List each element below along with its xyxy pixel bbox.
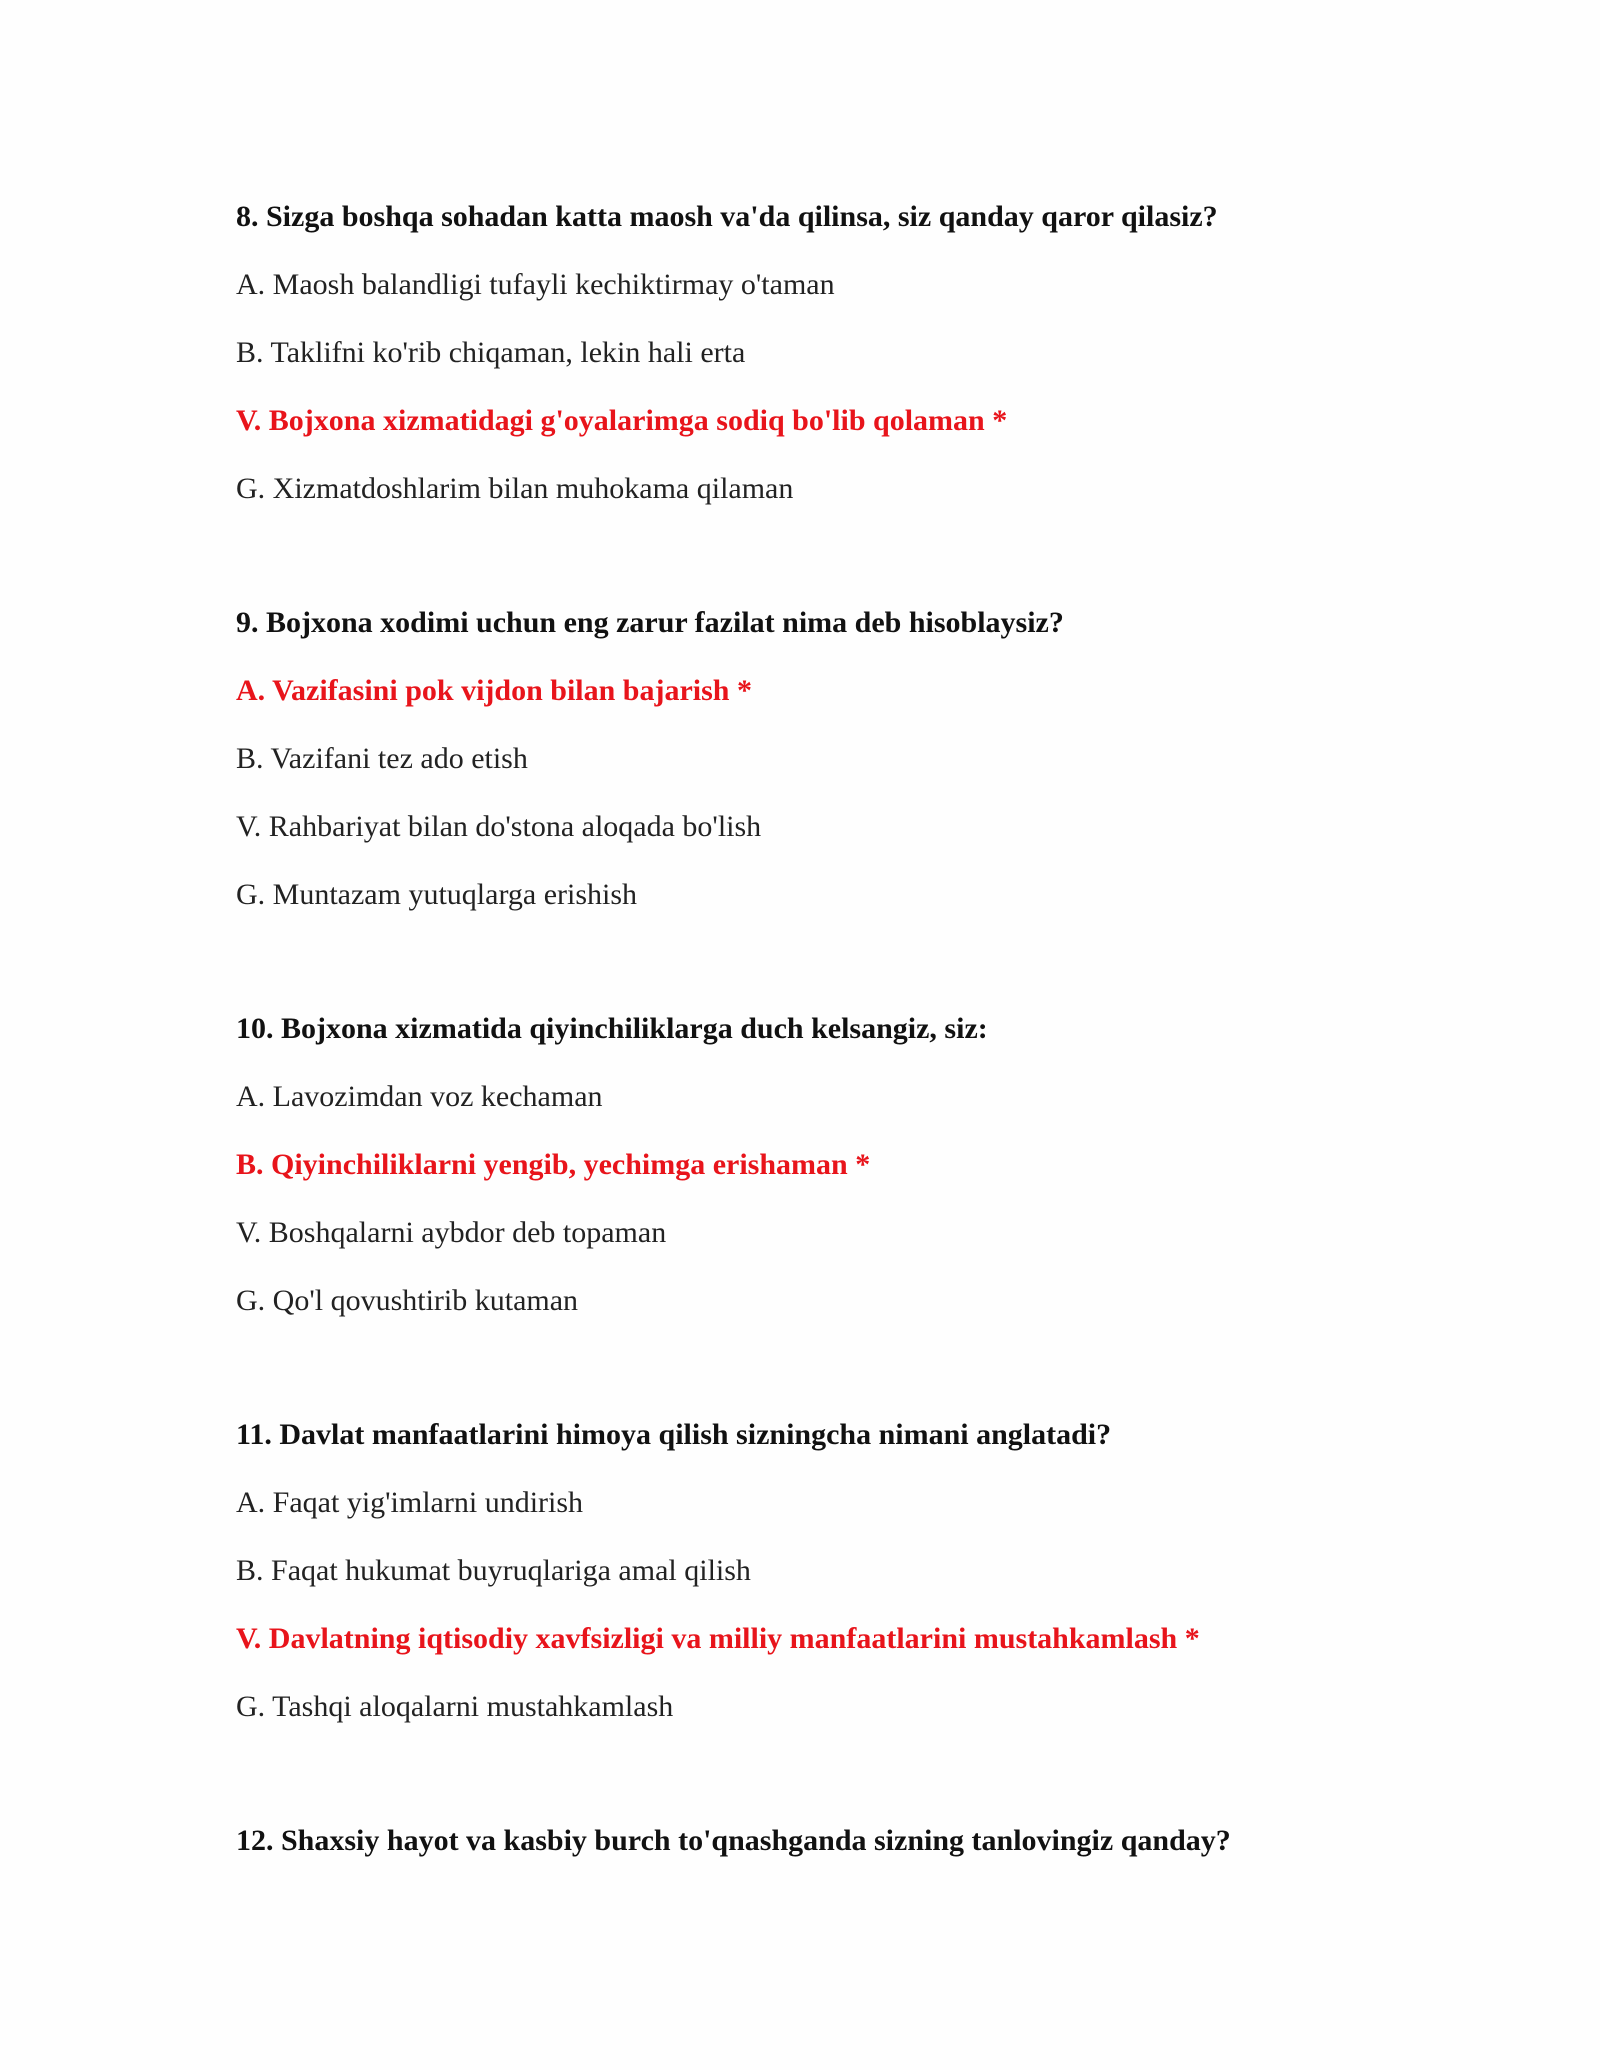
answer-option: B. Faqat hukumat buyruqlariga amal qilish	[236, 1554, 751, 1587]
question-text: 12. Shaxsiy hayot va kasbiy burch to'qnashganda sizning tanlovingiz qanday?	[236, 1824, 1231, 1857]
answer-option: A. Maosh balandligi tufayli kechiktirmay o'taman	[236, 268, 835, 301]
answer-option: G. Tashqi aloqalarni mustahkamlash	[236, 1690, 674, 1723]
question-block	[236, 1401, 1436, 1741]
answer-option: B. Taklifni ko'rib chiqaman, lekin hali erta	[236, 336, 746, 369]
question-block	[236, 183, 1436, 523]
question-list	[236, 183, 1436, 1875]
correct-answer-option: A. Vazifasini pok vijdon bilan bajarish *	[236, 674, 752, 707]
answer-option: V. Boshqalarni aybdor deb topaman	[236, 1216, 667, 1249]
question-text: 10. Bojxona xizmatida qiyinchiliklarga duch kelsangiz, siz:	[236, 1012, 988, 1045]
answer-option: G. Muntazam yutuqlarga erishish	[236, 878, 638, 911]
question-block	[236, 995, 1436, 1335]
question-text: 8. Sizga boshqa sohadan katta maosh va'da qilinsa, siz qanday qaror qilasiz?	[236, 200, 1218, 233]
question-block	[236, 1807, 1436, 1875]
correct-answer-option: B. Qiyinchiliklarni yengib, yechimga erishaman *	[236, 1148, 871, 1181]
answer-option: V. Rahbariyat bilan do'stona aloqada bo'lish	[236, 810, 762, 843]
correct-answer-option: V. Bojxona xizmatidagi g'oyalarimga sodiq bo'lib qolaman *	[236, 404, 1008, 437]
answer-option: A. Faqat yig'imlarni undirish	[236, 1486, 584, 1519]
question-text: 9. Bojxona xodimi uchun eng zarur fazilat nima deb hisoblaysiz?	[236, 606, 1064, 639]
question-block	[236, 589, 1436, 929]
answer-option: G. Xizmatdoshlarim bilan muhokama qilaman	[236, 472, 794, 505]
answer-option: A. Lavozimdan voz kechaman	[236, 1080, 603, 1113]
question-text: 11. Davlat manfaatlarini himoya qilish sizningcha nimani anglatadi?	[236, 1418, 1112, 1451]
answer-option: G. Qo'l qovushtirib kutaman	[236, 1284, 579, 1317]
correct-answer-option: V. Davlatning iqtisodiy xavfsizligi va milliy manfaatlarini mustahkamlash *	[236, 1622, 1200, 1655]
answer-option: B. Vazifani tez ado etish	[236, 742, 528, 775]
